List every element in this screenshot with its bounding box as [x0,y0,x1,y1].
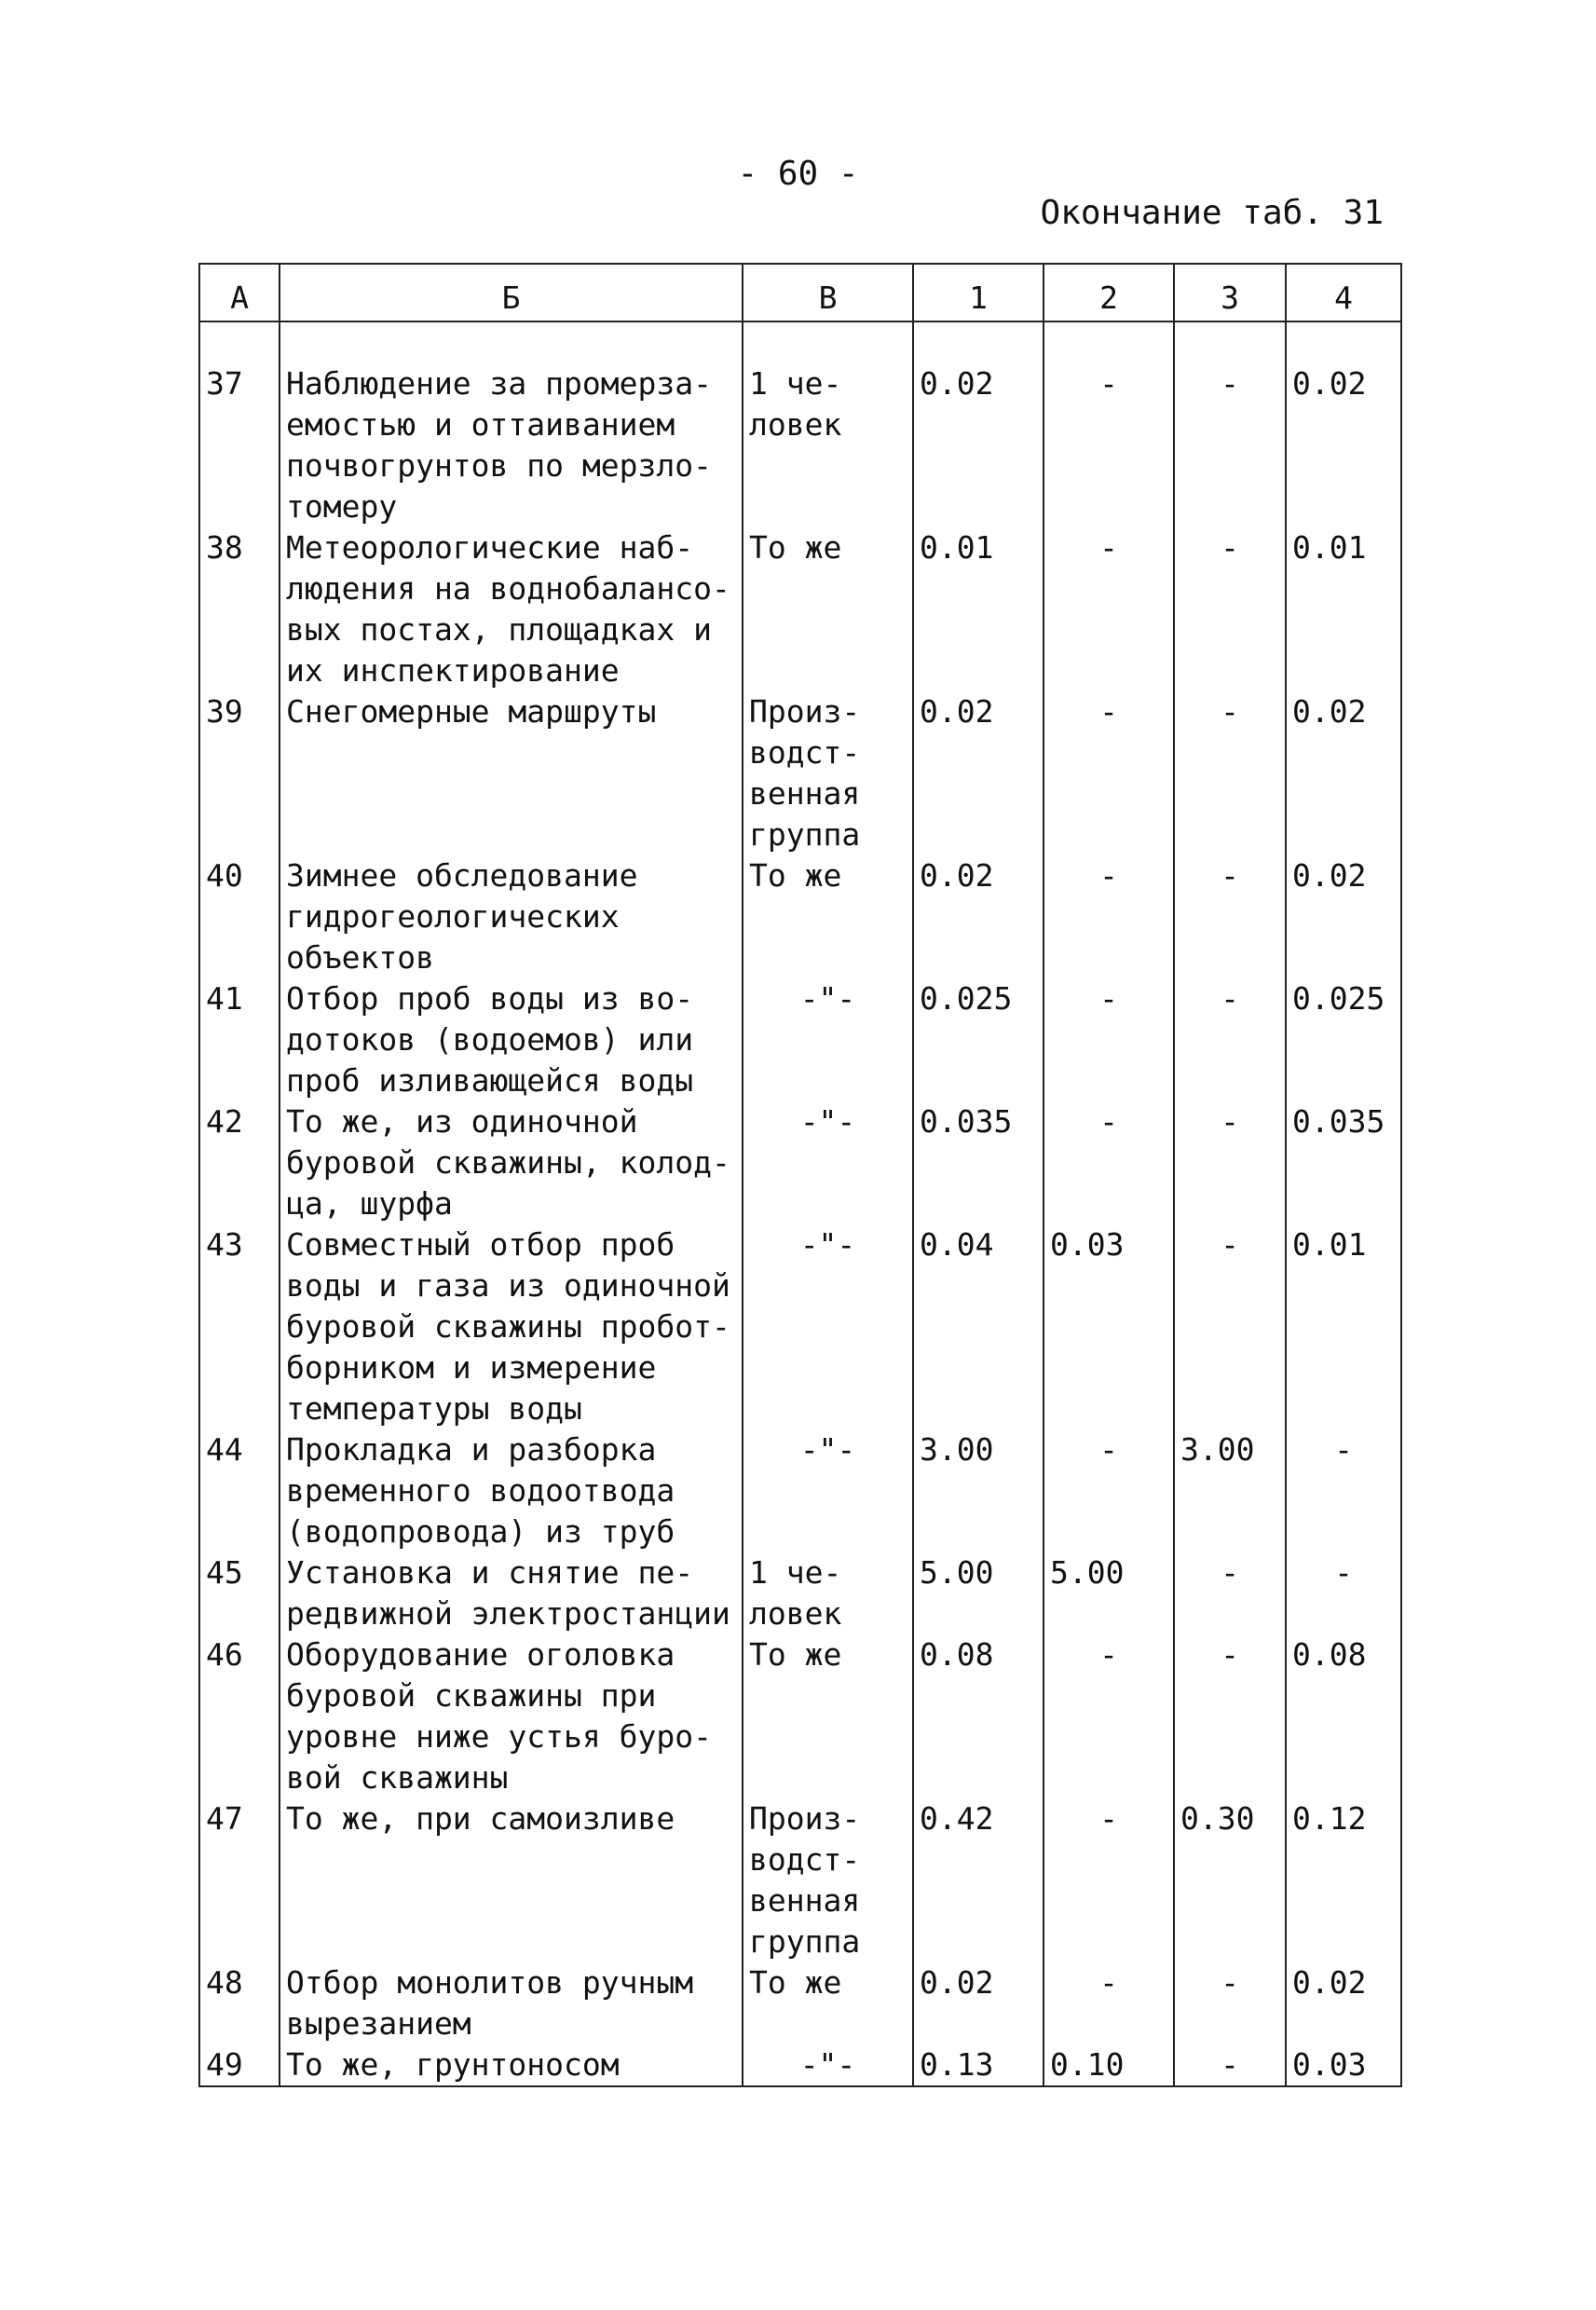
description-cell: Совместный отбор проб воды и газа из одиночной буровой скважины пробот- борником и измерение температуры воды [280,1224,743,1429]
row-number-cell: 48 [199,1962,280,2044]
description-cell: То же, из одиночной буровой скважины, колод- ца, шурфа [280,1101,743,1224]
table-row [199,1962,1401,2044]
value-col1-cell: 0.02 [913,1962,1044,2044]
value-col1-cell: 0.02 [913,855,1044,978]
value-col1-cell: 0.08 [913,1634,1044,1798]
value-col2-cell: - [1044,1429,1174,1552]
value-col2-cell: - [1044,527,1174,691]
performer-cell: То же [743,855,913,978]
performer-cell: То же [743,1962,913,2044]
table-row [199,1634,1401,1798]
performer-cell: -"- [743,2044,913,2086]
row-number-cell: 44 [199,1429,280,1552]
description-cell: То же, грунтоносом [280,2044,743,2086]
value-col1-cell: 0.13 [913,2044,1044,2086]
value-col3-cell: - [1174,978,1286,1101]
value-col2-cell: - [1044,691,1174,855]
header-cell-a: А [199,264,280,321]
value-col3-cell: 3.00 [1174,1429,1286,1552]
performer-cell: То же [743,527,913,691]
value-col2-cell: - [1044,1634,1174,1798]
value-col3-cell: - [1174,691,1286,855]
value-col2-cell: - [1044,855,1174,978]
value-col4-cell: 0.02 [1286,1962,1401,2044]
data-table [198,263,1402,2087]
value-col2-cell: - [1044,1798,1174,1962]
row-number-cell: 49 [199,2044,280,2086]
value-col4-cell: 0.01 [1286,1224,1401,1429]
table-row [199,978,1401,1101]
table-header [199,264,1401,321]
row-number-cell: 43 [199,1224,280,1429]
performer-cell: 1 че- ловек [743,1552,913,1634]
description-cell: Прокладка и разборка временного водоотвода (водопровода) из труб [280,1429,743,1552]
value-col3-cell: - [1174,1224,1286,1429]
value-col4-cell: - [1286,1552,1401,1634]
page-number: - 60 - [737,155,859,193]
row-number-cell: 39 [199,691,280,855]
value-col3-cell: - [1174,1101,1286,1224]
value-col2-cell: 0.03 [1044,1224,1174,1429]
value-col4-cell: 0.01 [1286,527,1401,691]
row-number-cell: 37 [199,363,280,527]
description-cell: Наблюдение за промерза- емостью и оттаиванием почвогрунтов по мерзло- томеру [280,363,743,527]
value-col3-cell: - [1174,527,1286,691]
value-col2-cell: - [1044,1101,1174,1224]
value-col1-cell: 0.02 [913,363,1044,527]
performer-cell: Произ- водст- венная группа [743,1798,913,1962]
header-cell-1: 1 [913,264,1044,321]
description-cell: Зимнее обследование гидрогеологических объектов [280,855,743,978]
value-col3-cell: - [1174,1634,1286,1798]
table-row [199,363,1401,527]
description-cell: То же, при самоизливе [280,1798,743,1962]
row-number-cell: 45 [199,1552,280,1634]
table-row [199,527,1401,691]
header-cell-v: В [743,264,913,321]
value-col3-cell: 0.30 [1174,1798,1286,1962]
table-row [199,1429,1401,1552]
table-row [199,1552,1401,1634]
value-col4-cell: 0.02 [1286,855,1401,978]
value-col1-cell: 0.035 [913,1101,1044,1224]
value-col1-cell: 3.00 [913,1429,1044,1552]
value-col1-cell: 0.04 [913,1224,1044,1429]
table-row [199,2044,1401,2086]
value-col4-cell: 0.035 [1286,1101,1401,1224]
performer-cell: -"- [743,978,913,1101]
table-row [199,1101,1401,1224]
value-col1-cell: 0.01 [913,527,1044,691]
row-number-cell: 38 [199,527,280,691]
table-row [199,1224,1401,1429]
header-cell-3: 3 [1174,264,1286,321]
table-row [199,855,1401,978]
value-col4-cell: 0.03 [1286,2044,1401,2086]
performer-cell: -"- [743,1224,913,1429]
value-col2-cell: - [1044,1962,1174,2044]
value-col4-cell: 0.02 [1286,691,1401,855]
value-col4-cell: 0.12 [1286,1798,1401,1962]
spacer-row [199,321,1401,363]
table-row [199,691,1401,855]
row-number-cell: 41 [199,978,280,1101]
value-col2-cell: - [1044,978,1174,1101]
value-col3-cell: - [1174,855,1286,978]
description-cell: Оборудование оголовка буровой скважины при уровне ниже устья буро- вой скважины [280,1634,743,1798]
value-col1-cell: 5.00 [913,1552,1044,1634]
value-col2-cell: - [1044,363,1174,527]
value-col2-cell: 0.10 [1044,2044,1174,2086]
value-col3-cell: - [1174,363,1286,527]
value-col4-cell: 0.08 [1286,1634,1401,1798]
performer-cell: То же [743,1634,913,1798]
header-cell-4: 4 [1286,264,1401,321]
header-cell-2: 2 [1044,264,1174,321]
row-number-cell: 40 [199,855,280,978]
description-cell: Отбор монолитов ручным вырезанием [280,1962,743,2044]
description-cell: Метеорологические наб- людения на воднобалансо- вых постах, площадках и их инспектирование [280,527,743,691]
header-cell-b: Б [280,264,743,321]
description-cell: Установка и снятие пе- редвижной электростанции [280,1552,743,1634]
table-body [199,321,1401,2086]
value-col4-cell: - [1286,1429,1401,1552]
description-cell: Снегомерные маршруты [280,691,743,855]
performer-cell: -"- [743,1101,913,1224]
performer-cell: Произ- водст- венная группа [743,691,913,855]
row-number-cell: 47 [199,1798,280,1962]
value-col4-cell: 0.02 [1286,363,1401,527]
description-cell: Отбор проб воды из во- дотоков (водоемов) или проб изливающейся воды [280,978,743,1101]
value-col1-cell: 0.025 [913,978,1044,1101]
value-col1-cell: 0.42 [913,1798,1044,1962]
value-col4-cell: 0.025 [1286,978,1401,1101]
performer-cell: -"- [743,1429,913,1552]
value-col3-cell: - [1174,2044,1286,2086]
row-number-cell: 42 [199,1101,280,1224]
value-col2-cell: 5.00 [1044,1552,1174,1634]
value-col3-cell: - [1174,1962,1286,2044]
table-row [199,1798,1401,1962]
value-col3-cell: - [1174,1552,1286,1634]
performer-cell: 1 че- ловек [743,363,913,527]
row-number-cell: 46 [199,1634,280,1798]
table-caption: Окончание таб. 31 [1040,194,1384,232]
value-col1-cell: 0.02 [913,691,1044,855]
